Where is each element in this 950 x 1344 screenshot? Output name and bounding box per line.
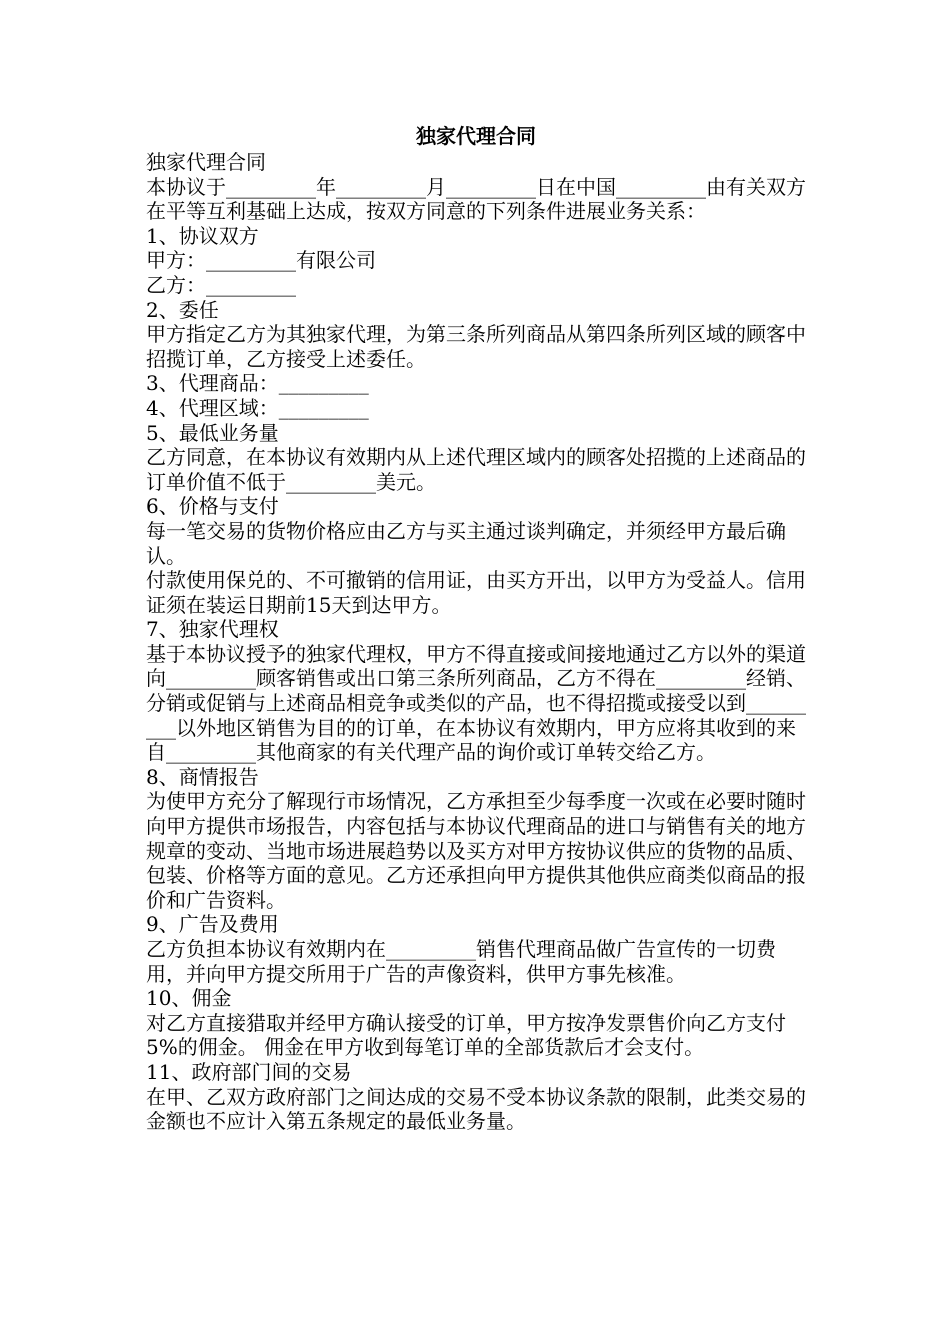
section-heading: 10、佣金 bbox=[146, 986, 232, 1011]
body-line: 本协议于_________年_________月_________日在中国_________由有关双方在平等互利基础上达成，按双方同意的下列条件进展业务关系： bbox=[146, 174, 806, 224]
body-line: 每一笔交易的货物价格应由乙方与买主通过谈判确定，并须经甲方最后确认。 bbox=[146, 518, 786, 568]
section-heading: 3、代理商品：_________ bbox=[146, 371, 369, 396]
section-heading: 4、代理区域：_________ bbox=[146, 395, 369, 420]
body-line: 乙方：_________ bbox=[146, 272, 296, 297]
body-line: 甲方指定乙方为其独家代理，为第三条所列商品从第四条所列区域的顾客中招揽订单，乙方接受上述委任。 bbox=[146, 322, 806, 371]
body-line: 甲方：_________有限公司 bbox=[146, 248, 376, 273]
body-line: 在甲、乙双方政府部门之间达成的交易不受本协议条款的限制，此类交易的金额也不应计入第五条规定的最低业务量。 bbox=[146, 1084, 806, 1134]
document-page bbox=[146, 122, 806, 1134]
body-line: 乙方负担本协议有效期内在_________销售代理商品做广告宣传的一切费用，并向甲方提交所用于广告的声像资料，供甲方事先核准。 bbox=[146, 937, 776, 986]
body-line: 对乙方直接猎取并经甲方确认接受的订单，甲方按净发票售价向乙方支付5%的佣金。 佣金在甲方收到每笔订单的全部货款后才会支付。 bbox=[146, 1010, 786, 1060]
document-title: 独家代理合同 bbox=[416, 124, 536, 148]
body-line: 独家代理合同 bbox=[146, 150, 266, 174]
section-heading: 5、最低业务量 bbox=[146, 420, 279, 445]
body-line: 基于本协议授予的独家代理权，甲方不得直接或间接地通过乙方以外的渠道向_________顾客销售或出口第三条所列商品，乙方不得在_________经销、分销或促销与上述商品相竞争或类似的产品，也不得招揽或接受以到_________以外地区销售为目的的订单，在本协议有效期内，甲方应将其收到的来自_________其他商家的有关代理产品的询价或订单转交给乙方。 bbox=[146, 641, 806, 765]
section-heading: 8、商情报告 bbox=[146, 764, 259, 789]
body-line: 乙方同意，在本协议有效期内从上述代理区域内的顾客处招揽的上述商品的订单价值不低于_________美元。 bbox=[146, 445, 806, 494]
section-heading: 9、广告及费用 bbox=[146, 912, 279, 937]
section-heading: 11、政府部门间的交易 bbox=[146, 1059, 352, 1084]
document-body bbox=[146, 150, 806, 1134]
section-heading: 7、独家代理权 bbox=[146, 617, 279, 642]
section-heading: 2、委任 bbox=[146, 297, 219, 322]
section-heading: 1、协议双方 bbox=[146, 223, 259, 248]
body-line: 付款使用保兑的、不可撤销的信用证，由买方开出，以甲方为受益人。信用证须在装运日期前15天到达甲方。 bbox=[146, 568, 806, 617]
body-line: 为使甲方充分了解现行市场情况，乙方承担至少每季度一次或在必要时随时向甲方提供市场报告，内容包括与本协议代理商品的进口与销售有关的地方规章的变动、当地市场进展趋势以及买方对甲方按协议供应的货物的品质、包装、价格等方面的意见。乙方还承担向甲方提供其他供应商类似商品的报价和广告资料。 bbox=[146, 789, 806, 912]
section-heading: 6、价格与支付 bbox=[146, 494, 279, 519]
